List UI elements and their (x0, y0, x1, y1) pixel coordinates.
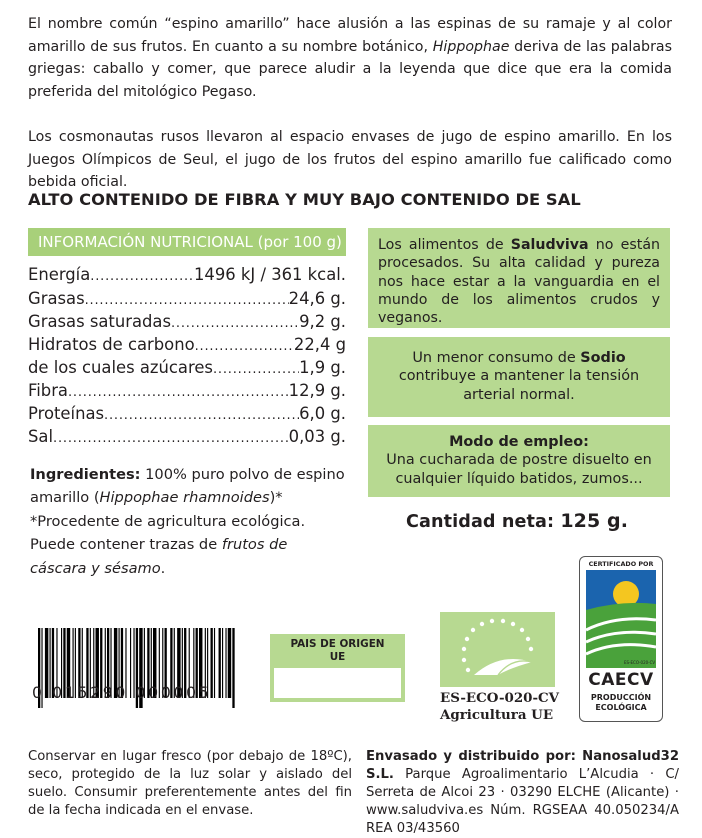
origin-field (274, 668, 401, 698)
usage-text: Una cucharada de postre disuelto en cualquier líquido batidos, zumos... (386, 452, 652, 487)
nutrition-row-protein: Proteínas ..... 6,0 g. (28, 403, 346, 425)
usage-title: Modo de empleo: (449, 434, 589, 450)
usage-box (368, 425, 670, 497)
caecv-emblem-icon (586, 570, 656, 668)
eu-organic-code: ES-ECO-020-CV (440, 690, 560, 706)
leader-dots (171, 313, 299, 333)
intro-paragraph-2: Los cosmonautas rusos llevaron al espacio envases de jugo de espino amarillo. En los Juegos Olímpicos de Seul, el jugo de los frutos del espino amarillo fue calificado como bebida oficial. (28, 129, 672, 191)
origin-country: UE (329, 651, 346, 663)
nutrition-row-sugars: de los cuales azúcares ..... 1,9 g. (28, 357, 346, 379)
nutrition-header: INFORMACIÓN NUTRICIONAL (por 100 g) (28, 228, 346, 256)
storage-instructions: Conservar en lugar fresco (por debajo de 18ºC), seco, protegido de la luz solar y aislado del suelo. Consumir preferentemente antes del fin de la fecha indicada en el envase. (28, 749, 352, 818)
leader-dots (53, 428, 289, 448)
leader-dots (68, 382, 289, 402)
nutrition-row-salt: Sal ..... 0,03 g. (28, 426, 346, 448)
organic-note: *Procedente de agricultura ecológica. (30, 512, 306, 530)
nutrition-row-fat: Grasas ..... 24,6 g. (28, 288, 346, 310)
barcode-icon (35, 628, 240, 724)
intro-paragraph-1: El nombre común “espino amarillo” hace alusión a las espinas de su ramaje y al color amarillo de sus frutos. En cuanto a su nombre botánico, Hippophae deriva de las palabras griegas: caballo y comer, que parece aludir a la leyenda que dice que era la comida preferida del mitológico Pegaso. (28, 16, 672, 100)
net-quantity: Cantidad neta: 125 g. (406, 510, 629, 532)
nutrition-row-saturated-fat: Grasas saturadas ..... 9,2 g. (28, 311, 346, 333)
eu-organic-leaf-icon (440, 612, 555, 687)
saludviva-info-box: Los alimentos de Saludviva no están procesados. Su alta calidad y pureza nos hace estar a la vanguardia en el mundo de los alimentos crudos y veganos. (368, 228, 670, 328)
leader-dots (195, 336, 294, 356)
nutrition-row-carbohydrates: Hidratos de carbono ..... 22,4 g (28, 334, 346, 356)
ingredients-text: Ingredientes: 100% puro polvo de espino amarillo (Hippophae rhamnoides)* (30, 466, 345, 507)
origin-title: PAIS DE ORIGEN (290, 638, 385, 650)
sodium-info-box: Un menor consumo de Sodio contribuye a mantener la tensión arterial normal. (368, 337, 670, 417)
nutrition-row-energy: Energía ..... 1496 kJ / 361 kcal. (28, 264, 346, 286)
caecv-code: ES-ECO-020-CV (624, 660, 656, 665)
caecv-certified-by: CERTIFICADO POR (588, 560, 654, 568)
caecv-sub1: PRODUCCIÓN (590, 693, 652, 702)
ingredients-block (30, 463, 348, 580)
leader-dots (90, 266, 194, 286)
allergen-note: Puede contener trazas de frutos de cáscara y sésamo. (30, 536, 288, 577)
leader-dots (85, 290, 289, 310)
leader-dots (213, 359, 299, 379)
leader-dots (104, 405, 299, 425)
caecv-sub2: ECOLÓGICA (595, 703, 647, 712)
packer-info: Envasado y distribuido por: Nanosalud32 S.L. Parque Agroalimentario L’Alcudia · C/ Serreta de Alcoi 23 · 03290 ELCHE (Alicante) · www.saludviva.es Núm. RGSEAA 40.050234/A REA 03/43560 (366, 749, 679, 836)
nutrition-row-fiber: Fibra ..... 12,9 g. (28, 380, 346, 402)
caecv-certification-logo (579, 556, 663, 722)
fiber-salt-heading: ALTO CONTENIDO DE FIBRA Y MUY BAJO CONTENIDO DE SAL (28, 190, 581, 209)
origin-box (270, 634, 405, 702)
caecv-name: CAECV (588, 670, 654, 690)
eu-organic-text: Agricultura UE (440, 707, 554, 723)
barcode-digits: 0 015290 000005 (32, 684, 212, 702)
